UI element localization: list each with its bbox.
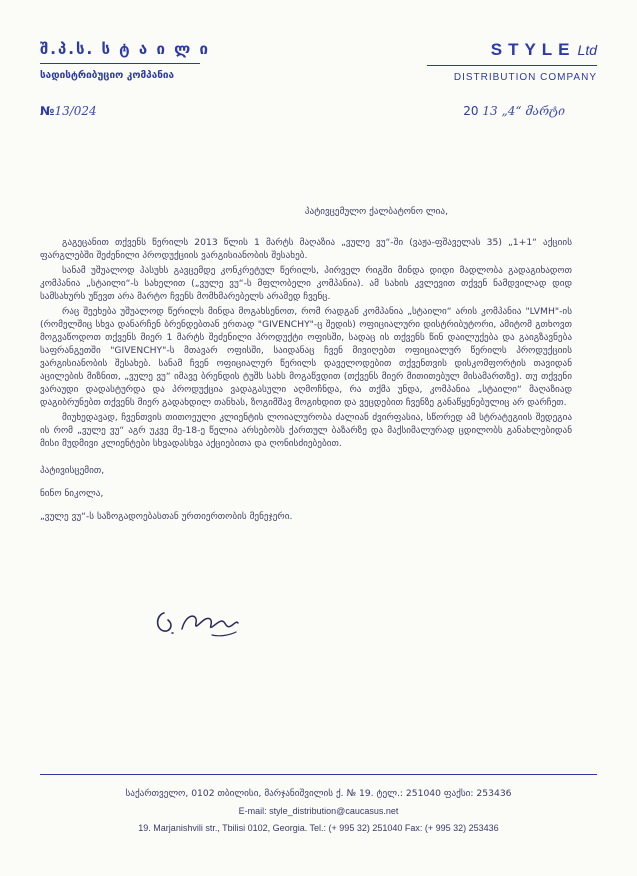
company-tagline-georgian: სადისტრიბუციო კომპანია <box>40 70 175 81</box>
footer-divider <box>40 774 597 775</box>
paragraph-3: რაც შეეხება უშუალოდ წერილს მინდა მოგახსენოთ, რომ რადგან კომპანია „სტაილი“ არის კომპანია "LVMH"-ის (რომელშიც სხვა დანარჩენ ბრენდებთან ერთად "GIVENCHY"-ც შედის) ოფიციალური დისტრიბუტორი, ამიტომ გთხოვთ მოგვაწოდოთ თქვენს მიერ 1 მარტს შეძენილი პროდუქტი ოფისში, სადაც ის თქვენს წინ დაილუქება და გაიგზავნება საფრანგეთში "GIVENCHY"-ს მთავარ ოფისში, საიდანაც ჩვენ მივიღებთ ოფიციალურ წერილს პროდუქციის ვარგისიანობის შესახებ. სანამ ჩვენ ოფიციალურ წერილს დაველოდებით თქვენთვის დისკომფორტის თავიდან აცილების მიზნით, „ვულე ვუ“ იმავე ბრენდის ტუშს სახს მოგაწვდით (თქვენს მიერ მითითებულ მისამართზე). თუ თქვენი ვარაუდი დადასტურდა და პროდუქცია ვადაგასული აღმოჩნდა, რა თქმა უნდა, კომპანია „სტაილი“ მაღაზიად დაგიბრუნებთ თქვენს მიერ გადახდილ თანხას, ზოგიმშავ მოგიხდით და ვეცდებით ჩვენზე განაწყენებულიც არ დარჩეთ. <box>40 306 572 408</box>
company-tagline-english: DISTRIBUTION COMPANY <box>453 72 597 83</box>
date-year-prefix: 20 <box>463 104 479 118</box>
salutation: პატივცემულო ქალბატონო ლია, <box>304 206 448 217</box>
date-day: „4“ <box>501 104 522 118</box>
paragraph-4: მიუხედავად, ჩვენთვის თითოეული კლიენტის ლოიალურობა ძალიან ძვირფასია, სწორედ ამ სტრატეგიის შედეგია ის რომ „ვულე ვუ“ აგრ უკვე მე-18-ე წელია არსებობს ქართულ ბაზარზე და მაქსიმალურად ცდილობს განახლებიდან მისი მუდმივი კლიენტები სხვადასხვა აქციებითა და ღონისძიებებით. <box>40 412 572 449</box>
letterhead-georgian <box>40 40 210 81</box>
signer-name: ნინო ნიკოლა, <box>40 488 104 499</box>
reference-prefix: № <box>40 104 55 118</box>
closing-phrase: პატივისცემით, <box>40 465 105 476</box>
letter-closing <box>40 464 572 523</box>
paragraph-1: გაგეცანით თქვენს წერილს 2013 წლის 1 მარტს მაღაზია „ვულე ვუ“-ში (ვაჟა-ფშაველას 35) „1+1“ აქციის ფარგლებში შეძენილი პროდუქციის ვარგისიანობის შესახებ. <box>40 237 572 261</box>
company-name-ltd: Ltd <box>577 42 597 58</box>
letterhead-divider-left <box>40 63 200 64</box>
letter-body <box>40 205 572 533</box>
footer-address-georgian: საქართველო, 0102 თბილისი, მარჯანიშვილის ქ. № 19. ტელ.: 251040 ფაქსი: 253436 <box>125 788 512 799</box>
signer-title: „ვულე ვუ“-ს საზოგადოებასთან ურთიერთობის მენეჯერი. <box>40 511 293 522</box>
company-name-georgian: შ.პ.ს. ს ტ ა ი ლ ი <box>40 40 210 58</box>
letter-date <box>463 104 565 118</box>
paragraph-2: სანამ უშუალოდ პასუხს გავცემდე კონკრეტულ წერილს, პირველ რიგში მინდა დიდი მადლობა გადაგიხადოთ კომპანია „სტაილი“-ს სახელით („ვულე ვუ“-ს მფლობელი კომპანია). ამ სახის კვლევით თქვენ ნამდვილად დიდ სამსახურს უწევთ არა მარტო ჩვენს მომხმარებელს არამედ ჩვენც. <box>40 265 572 302</box>
letter-footer <box>40 788 597 833</box>
company-name-english <box>397 40 597 60</box>
company-name-style: STYLE <box>490 40 576 59</box>
footer-email: E-mail: style_distribution@caucasus.net <box>238 806 399 816</box>
letterhead-english <box>397 40 597 83</box>
date-year: 13 <box>482 104 498 118</box>
footer-address-english: 19. Marjanishvili str., Tbilisi 0102, Georgia. Tel.: (+ 995 32) 251040 Fax: (+ 995 32) 253436 <box>138 823 499 833</box>
date-month: მარტი <box>525 104 565 118</box>
letterhead-divider-right <box>427 65 597 66</box>
reference-value: 13/024 <box>54 104 97 118</box>
reference-number <box>40 104 97 118</box>
handwritten-signature <box>152 605 244 639</box>
